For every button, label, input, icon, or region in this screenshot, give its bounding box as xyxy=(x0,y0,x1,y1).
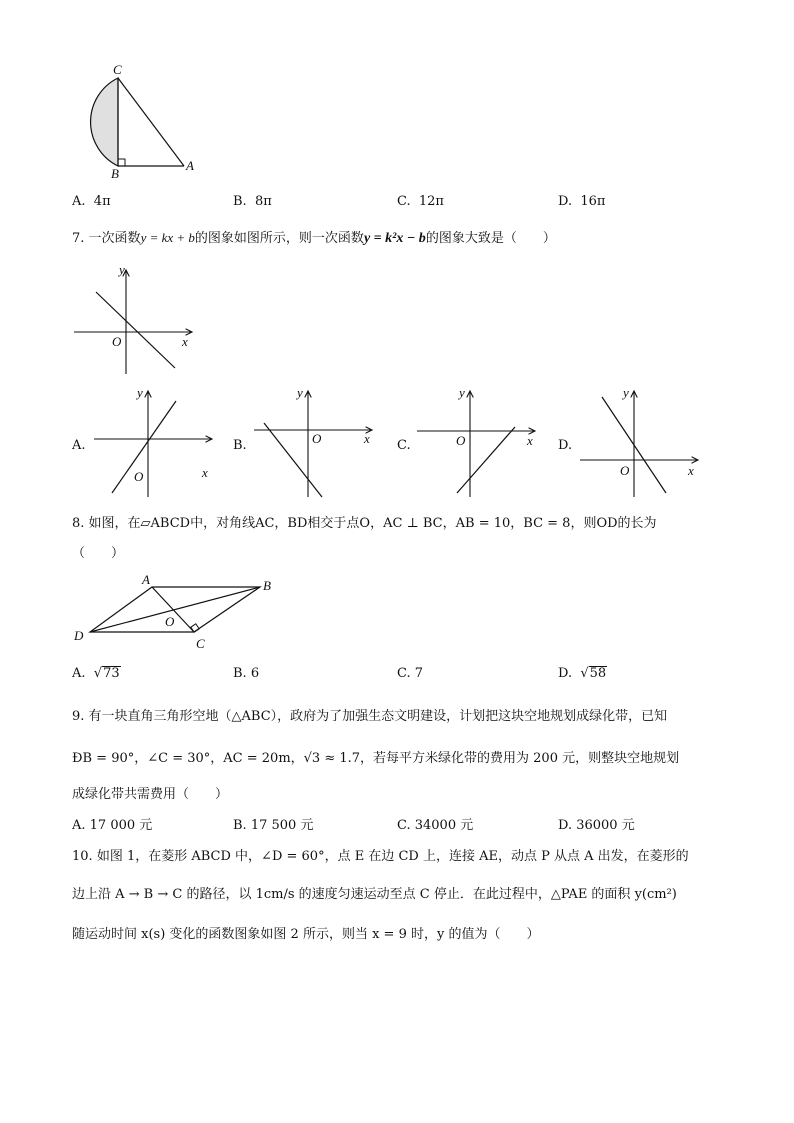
q8-figure xyxy=(70,570,280,655)
svg-text:O: O xyxy=(456,433,466,448)
svg-text:x: x xyxy=(688,463,694,478)
q6-option-a[interactable]: A. 4π xyxy=(72,194,111,209)
svg-text:x: x xyxy=(527,433,533,448)
line-y-kx-b xyxy=(96,292,175,368)
q7-option-a-graph[interactable] xyxy=(92,385,217,500)
q6-option-c[interactable]: C. 12π xyxy=(397,194,444,209)
q9-line-2: ÐB = 90°，∠C = 30°，AC = 20m，√3 ≈ 1.7，若每平方米绿化带的费用为 200 元，则整块空地规划 xyxy=(72,751,680,766)
svg-text:O: O xyxy=(165,614,175,629)
q7-option-c-label[interactable]: C. xyxy=(397,438,411,453)
label-b: B xyxy=(111,166,119,181)
svg-text:B: B xyxy=(263,578,271,593)
q9-line-1: 9. 有一块直角三角形空地（△ABC），政府为了加强生态文明建设，计划把这块空地规划成绿化带，已知 xyxy=(72,709,668,724)
q8-option-c[interactable]: C. 7 xyxy=(397,666,424,681)
q8-paren: （ ） xyxy=(72,546,125,561)
q9-option-c[interactable]: C. 34000 元 xyxy=(397,818,474,833)
svg-text:y: y xyxy=(459,385,465,400)
label-a: A xyxy=(186,158,194,173)
q6-figure xyxy=(60,60,210,185)
svg-text:D: D xyxy=(74,628,84,643)
diagonal-bd xyxy=(90,587,260,632)
q8-option-b[interactable]: B. 6 xyxy=(233,666,260,681)
svg-text:x: x xyxy=(202,465,208,480)
q10-line-3: 随运动时间 x(s) 变化的函数图象如图 2 所示，则当 x = 9 时，y 的值为（ ） xyxy=(72,927,540,942)
q8-option-a[interactable]: A. √73 xyxy=(72,666,120,681)
q9-line-3: 成绿化带共需费用（ ） xyxy=(72,787,229,802)
q7-option-a-label[interactable]: A. xyxy=(72,438,86,453)
q8-option-d[interactable]: D. √58 xyxy=(558,666,607,681)
q9-option-a[interactable]: A. 17 000 元 xyxy=(72,818,153,833)
svg-text:x: x xyxy=(364,431,370,446)
segment-ca xyxy=(118,78,184,166)
svg-text:y: y xyxy=(297,385,303,400)
svg-text:O: O xyxy=(134,469,144,484)
q7-option-c-graph[interactable] xyxy=(415,385,540,500)
q6-option-b[interactable]: B. 8π xyxy=(233,194,272,209)
svg-text:y: y xyxy=(623,385,629,400)
q6-option-d[interactable]: D. 16π xyxy=(558,194,606,209)
svg-text:A: A xyxy=(142,572,150,587)
q7-option-b-graph[interactable] xyxy=(252,385,377,500)
q7-option-d-graph[interactable] xyxy=(578,385,703,500)
q10-line-1: 10. 如图 1，在菱形 ABCD 中，∠D = 60°，点 E 在边 CD 上，连接 AE，动点 P 从点 A 出发，在菱形的 xyxy=(72,849,689,864)
q7-option-d-label[interactable]: D. xyxy=(558,438,573,453)
svg-text:x: x xyxy=(182,334,188,349)
svg-text:C: C xyxy=(196,636,205,651)
q9-option-b[interactable]: B. 17 500 元 xyxy=(233,818,314,833)
svg-text:y: y xyxy=(119,262,125,277)
q10-line-2: 边上沿 A → B → C 的路径，以 1cm/s 的速度匀速运动至点 C 停止．在此过程中，△PAE 的面积 y(cm²) xyxy=(72,887,677,902)
q8-question: 8. 如图，在▱ABCD中，对角线AC，BD相交于点O，AC ⊥ BC，AB = 10，BC = 8，则OD的长为 xyxy=(72,516,657,531)
svg-text:O: O xyxy=(112,334,122,349)
right-angle-mark xyxy=(118,159,125,166)
q7-option-b-label[interactable]: B. xyxy=(233,438,247,453)
svg-text:y: y xyxy=(137,385,143,400)
q9-option-d[interactable]: D. 36000 元 xyxy=(558,818,635,833)
label-c: C xyxy=(113,62,122,77)
svg-text:O: O xyxy=(312,431,322,446)
shaded-semicircle xyxy=(91,78,118,166)
svg-text:O: O xyxy=(620,463,630,478)
q7-question: 7. 一次函数y = kx + b的图象如图所示，则一次函数y = k²x − b的图象大致是（ ） xyxy=(72,230,556,246)
q7-given-graph xyxy=(70,260,200,378)
